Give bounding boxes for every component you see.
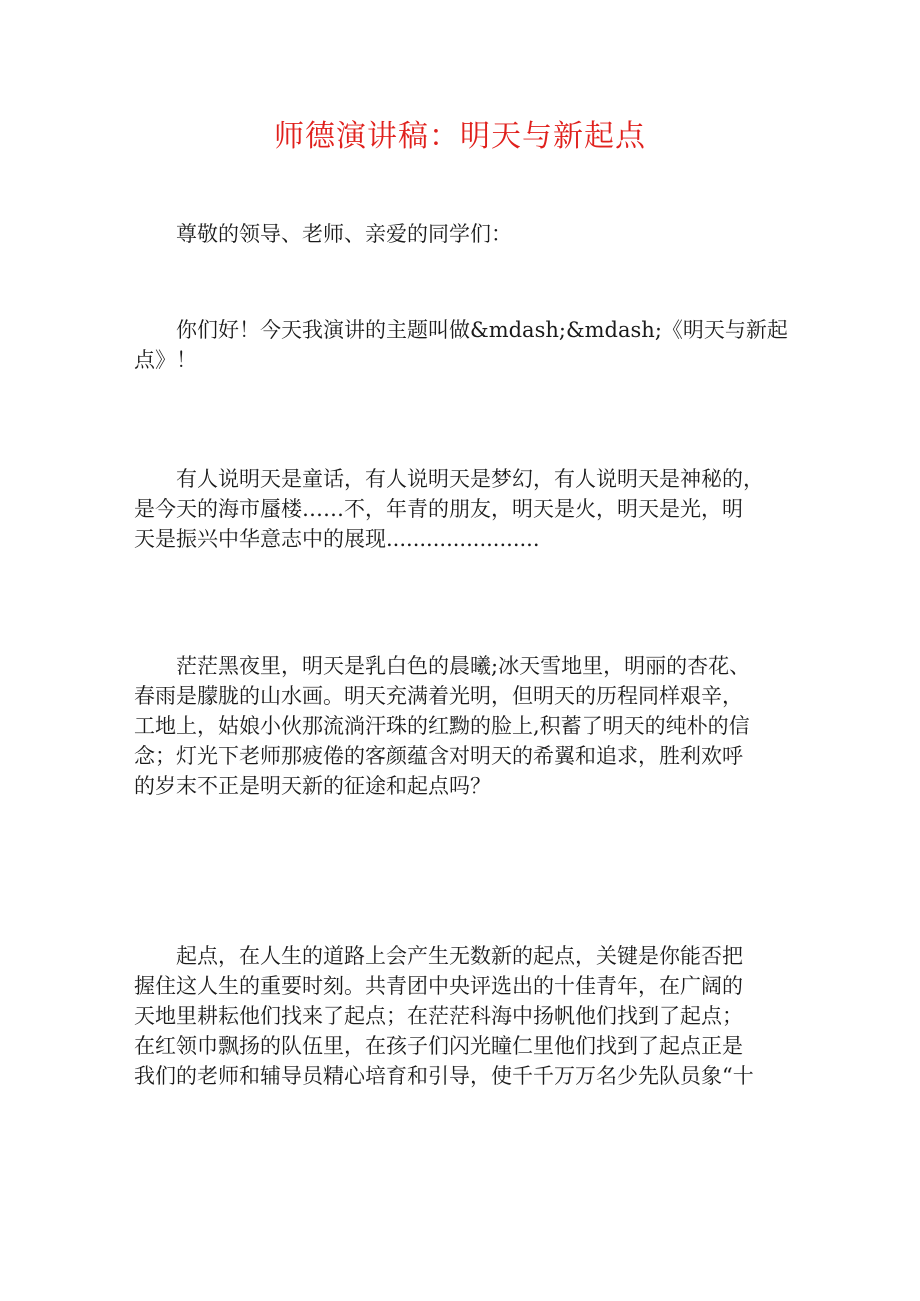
text-line: 起点，在人生的道路上会产生无数新的起点，关键是你能否把 xyxy=(176,944,743,968)
text-line: 春雨是朦胧的山水画。明天充满着光明，但明天的历程同样艰辛， xyxy=(134,684,743,708)
document-title: 师德演讲稿：明天与新起点 xyxy=(274,119,646,154)
text-line: 念；灯光下老师那疲倦的客颜蕴含对明天的希翼和追求，胜利欢呼 xyxy=(134,744,743,768)
text-line: 天地里耕耘他们找来了起点；在茫茫科海中扬帆他们找到了起点； xyxy=(134,1004,743,1028)
text-line: 是今天的海市蜃楼……不，年青的朋友，明天是火，明天是光，明 xyxy=(134,497,743,521)
paragraph-intro xyxy=(134,314,796,374)
text-line: 有人说明天是童话，有人说明天是梦幻，有人说明天是神秘的， xyxy=(176,467,764,491)
text-line: 天是振兴中华意志中的展现....................... xyxy=(134,527,540,551)
text-line: 握住这人生的重要时刻。共青团中央评选出的十佳青年，在广阔的 xyxy=(134,974,743,998)
text-line: 点》！ xyxy=(134,348,197,372)
text-line: 我们的老师和辅导员精心培育和引导，使千千万万名少先队员象“十 xyxy=(134,1064,754,1088)
paragraph-dark-night xyxy=(134,650,796,800)
text-line: 你们好！今天我演讲的主题叫做&mdash;&mdash;《明天与新起 xyxy=(176,318,788,342)
paragraph-starting-point xyxy=(134,940,796,1090)
paragraph-greeting xyxy=(134,218,796,248)
text-line: 尊敬的领导、老师、亲爱的同学们： xyxy=(176,222,512,246)
paragraph-tomorrow-is xyxy=(134,463,796,553)
text-line: 工地上，姑娘小伙那流淌汗珠的红黝的脸上,积蓄了明天的纯朴的信 xyxy=(134,714,750,738)
text-line: 茫茫黑夜里，明天是乳白色的晨曦;冰天雪地里，明丽的杏花、 xyxy=(176,654,751,678)
text-line: 的岁末不正是明天新的征途和起点吗？ xyxy=(134,774,491,798)
text-line: 在红领巾飘扬的队伍里，在孩子们闪光瞳仁里他们找到了起点正是 xyxy=(134,1034,743,1058)
